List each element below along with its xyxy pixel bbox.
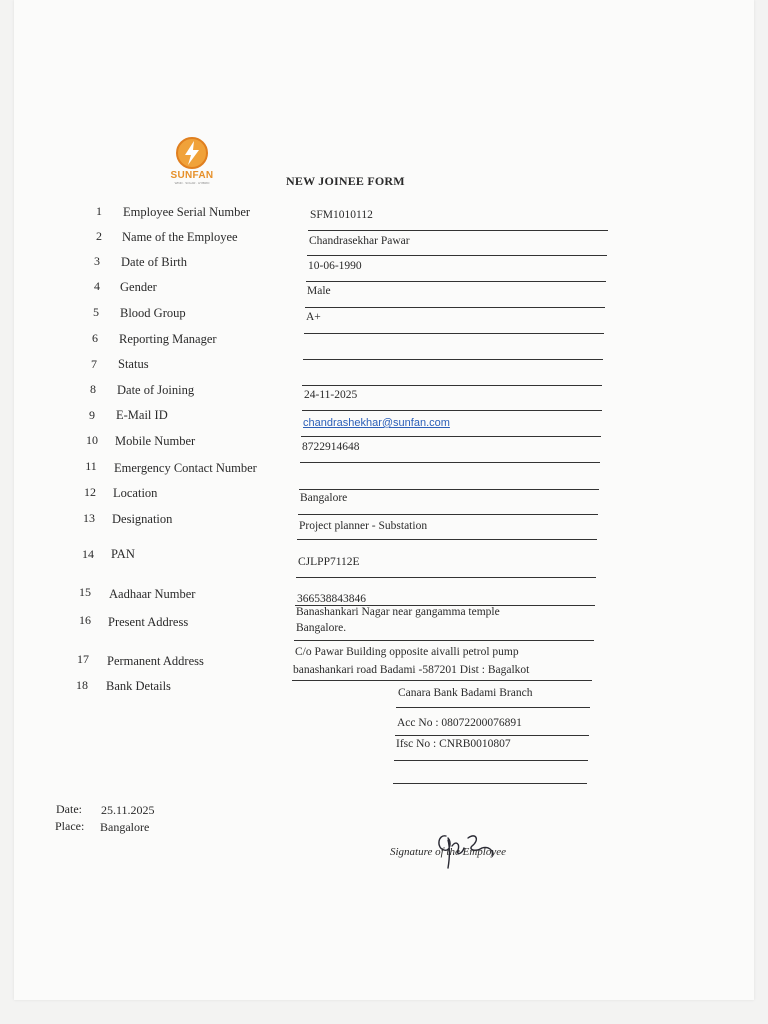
row-number: 13 [83,511,95,525]
row-number: 6 [92,331,98,345]
row-number: 2 [96,229,102,243]
date-value: 25.11.2025 [101,803,155,817]
row-number: 3 [94,254,100,268]
value-gender: Male [307,285,331,297]
label-permanent-address: Permanent Address [107,654,204,668]
row-number: 7 [91,357,97,371]
value-employee-name: Chandrasekhar Pawar [309,235,410,247]
row-number: 9 [89,408,95,422]
value-designation: Project planner - Substation [299,520,428,532]
row-number: 16 [79,613,91,627]
sunfan-logo [166,136,218,185]
label-status: Status [118,357,149,371]
row-number: 8 [90,382,96,396]
row-number: 1 [96,204,102,218]
label-aadhaar-number: Aadhaar Number [109,587,196,601]
row-number: 5 [93,305,99,319]
label-emergency-contact: Emergency Contact Number [114,461,257,475]
value-blood-group: A+ [306,311,321,323]
field-underline [299,489,599,490]
label-mobile-number: Mobile Number [115,434,196,448]
field-underline [300,462,600,463]
field-underline [393,783,587,784]
field-underline [303,359,603,360]
field-underline [302,385,602,386]
label-employee-name: Name of the Employee [122,230,238,244]
label-date-of-joining: Date of Joining [117,383,195,397]
row-number: 11 [85,459,97,473]
field-underline [302,410,602,411]
value-location: Bangalore [300,492,348,504]
date-label: Date: [56,802,82,816]
logo-brand-text: SUNFAN [170,170,214,181]
value-bank-name: Canara Bank Badami Branch [398,687,533,699]
value-ifsc-code: Ifsc No : CNRB0010807 [396,738,511,750]
field-underline [306,281,606,282]
field-underline [395,735,589,736]
value-aadhaar-number: 366538843846 [297,593,366,605]
logo-tagline: WIND · SOLAR · HYBRID [174,181,210,185]
label-designation: Designation [112,512,173,526]
value-employee-serial-number: SFM1010112 [310,209,373,221]
field-underline [301,436,601,437]
field-underline [307,255,607,256]
value-present-address-line-1: Banashankari Nagar near gangamma temple [296,606,500,618]
field-underline [292,680,592,681]
value-permanent-address-line-2: banashankari road Badami -587201 Dist : Bagalkot [293,664,530,676]
row-number: 18 [76,678,88,692]
value-email-link[interactable]: chandrashekhar@sunfan.com [303,417,450,429]
field-underline [394,760,588,761]
label-blood-group: Blood Group [120,306,186,320]
row-number: 14 [82,547,94,561]
row-number: 17 [77,652,89,666]
label-present-address: Present Address [108,615,189,629]
row-number: 12 [84,485,96,499]
field-underline [296,577,596,578]
value-permanent-address-line-1: C/o Pawar Building opposite aivalli petrol pump [295,646,519,658]
label-gender: Gender [120,280,157,294]
field-underline [396,707,590,708]
label-bank-details: Bank Details [106,679,171,693]
field-underline [294,640,594,641]
sunfan-logo-icon [175,136,209,170]
label-email-id: E-Mail ID [116,408,168,422]
row-number: 15 [79,585,91,599]
field-underline [308,230,608,231]
row-number: 4 [94,279,100,293]
field-underline [297,539,597,540]
field-underline [304,333,604,334]
value-date-of-birth: 10-06-1990 [308,260,362,272]
label-location: Location [113,486,158,500]
value-date-of-joining: 24-11-2025 [304,389,358,401]
row-number: 10 [86,433,98,447]
value-account-number: Acc No : 08072200076891 [397,717,522,729]
form-title: NEW JOINEE FORM [286,174,405,188]
signature-caption: Signature of the Employee [390,846,506,858]
field-underline [305,307,605,308]
value-present-address-line-2: Bangalore. [296,622,347,634]
label-pan: PAN [111,547,135,561]
label-date-of-birth: Date of Birth [121,255,187,269]
label-employee-serial-number: Employee Serial Number [123,205,251,219]
value-pan: CJLPP7112E [298,556,360,568]
value-mobile-number: 8722914648 [302,441,360,453]
label-reporting-manager: Reporting Manager [119,332,217,346]
place-value: Bangalore [100,820,150,834]
field-underline [298,514,598,515]
place-label: Place: [55,819,85,833]
